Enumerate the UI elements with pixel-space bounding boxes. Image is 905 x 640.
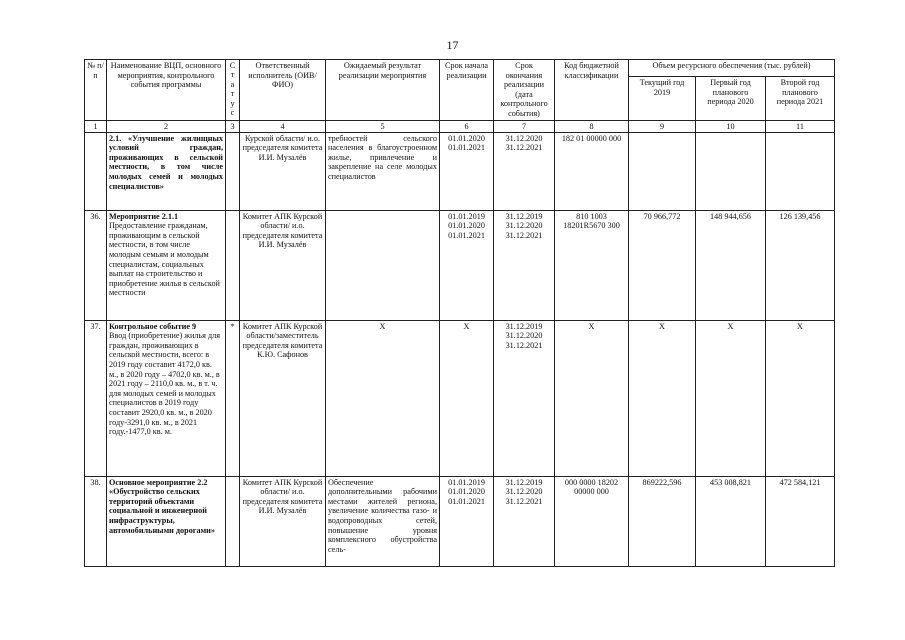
- row-start: 01.01.2020 01.01.2021: [440, 132, 494, 210]
- column-number: 9: [629, 120, 696, 132]
- row-value-2019: 70 966,772: [629, 210, 696, 320]
- row-name-text: Ввод (приобретение) жилья для граждан, проживающих в сельской местности, всего: в 2019 году составит 4172,0 кв. м., в 2020 году – 4702,0 кв. м., в 2021 году – 2110,0 кв. м., в т. ч. для молодых семей и молодых специалистов в 2019 году составит 2920,0 кв. м., в 2020 году-3291,0 кв. м., в 2021 году.-1477,0 кв. м.: [109, 331, 220, 437]
- row-value-2020: Х: [696, 320, 766, 476]
- row-responsible: Комитет АПК Курской области/заместитель председателя комитета К.Ю. Сафонов: [240, 320, 326, 476]
- row-status: [226, 476, 240, 566]
- table-row: [85, 320, 835, 476]
- row-code: Х: [555, 320, 629, 476]
- row-responsible: Комитет АПК Курской области/ и.о. председателя комитета И.И. Музалёв: [240, 210, 326, 320]
- row-value-2021: Х: [766, 320, 835, 476]
- row-name-text: Предоставление гражданам, проживающим в сельской местности, в том числе молодым семьям и молодым специалистам, социальных выплат на строительство и приобретение жилья в сельской местности: [109, 221, 220, 298]
- page-number: 17: [446, 38, 459, 52]
- header-end: Срок окончания реализации (дата контрольного события): [494, 60, 555, 121]
- header-status: С т а т у с: [226, 60, 240, 121]
- header-year-second: Второй год планового периода 2021: [766, 77, 835, 120]
- header-year-first: Первый год планового периода 2020: [696, 77, 766, 120]
- header-resources: Объем ресурсного обеспечения (тыс. рублей): [629, 60, 835, 77]
- row-no: 36.: [85, 210, 107, 320]
- row-name-bold: Контрольное событие 9: [109, 321, 197, 331]
- row-value-2020: [696, 132, 766, 210]
- row-code: 182 01 00000 000: [555, 132, 629, 210]
- row-value-2021: 472 584,121: [766, 476, 835, 566]
- column-number: 6: [440, 120, 494, 132]
- table-row: [85, 210, 835, 320]
- column-number: 3: [226, 120, 240, 132]
- header-no: № п/п: [85, 60, 107, 121]
- header-responsible: Ответственный исполнитель (ОИВ/ФИО): [240, 60, 326, 121]
- row-value-2019: [629, 132, 696, 210]
- row-name-bold: Основное мероприятие 2.2 «Обустройство сельских территорий объектами социальной и инженерной инфраструктуры, автомобильными дорогами»: [109, 477, 215, 535]
- row-value-2020: 148 944,656: [696, 210, 766, 320]
- column-number: 8: [555, 120, 629, 132]
- column-number: 10: [696, 120, 766, 132]
- row-expected: Обеспечение дополнительными рабочими местами жителей региона, увеличение количества газо- и водопроводных сетей, повышение уровня комплексного обустройства сель-: [326, 476, 440, 566]
- row-value-2021: [766, 132, 835, 210]
- column-number: 4: [240, 120, 326, 132]
- row-end: 31.12.2019 31.12.2020 31.12.2021: [494, 210, 555, 320]
- header-name: Наименование ВЦП, основного мероприятия, контрольного события программы: [107, 60, 226, 121]
- row-value-2020: 453 008,821: [696, 476, 766, 566]
- row-no: 37.: [85, 320, 107, 476]
- column-number: 1: [85, 120, 107, 132]
- row-code: 810 1003 18201R5670 300: [555, 210, 629, 320]
- column-number: 5: [326, 120, 440, 132]
- row-end: 31.12.2019 31.12.2020 31.12.2021: [494, 320, 555, 476]
- column-number: 11: [766, 120, 835, 132]
- row-expected: требностей сельского населения в благоустроенном жилье, привлечение и закрепление на селе молодых специалистов: [326, 132, 440, 210]
- row-name: [107, 320, 226, 476]
- row-end: 31.12.2019 31.12.2020 31.12.2021: [494, 476, 555, 566]
- row-start: Х: [440, 320, 494, 476]
- row-status: [226, 210, 240, 320]
- header-start: Срок начала реализации: [440, 60, 494, 121]
- header-budget-code: Код бюджетной классификации: [555, 60, 629, 121]
- program-table: [84, 59, 835, 567]
- row-status: [226, 132, 240, 210]
- row-start: 01.01.2019 01.01.2020 01.01.2021: [440, 476, 494, 566]
- row-start: 01.01.2019 01.01.2020 01.01.2021: [440, 210, 494, 320]
- table-row: [85, 132, 835, 210]
- header-row-1: [85, 60, 835, 77]
- row-name: [107, 132, 226, 210]
- row-status: *: [226, 320, 240, 476]
- row-responsible: Комитет АПК Курской области/ и.о. председателя комитета И.И. Музалёв: [240, 476, 326, 566]
- header-expected: Ожидаемый результат реализации мероприятия: [326, 60, 440, 121]
- table-row: [85, 476, 835, 566]
- row-value-2019: 869222,596: [629, 476, 696, 566]
- row-expected: Х: [326, 320, 440, 476]
- row-name: [107, 476, 226, 566]
- row-name: [107, 210, 226, 320]
- row-name-bold: Мероприятие 2.1.1: [109, 211, 179, 221]
- row-value-2019: Х: [629, 320, 696, 476]
- column-number-row: [85, 120, 835, 132]
- column-number: 2: [107, 120, 226, 132]
- row-responsible: Курской области/ и.о. председателя комитета И.И. Музалёв: [240, 132, 326, 210]
- row-no: 38.: [85, 476, 107, 566]
- row-code: 000 0000 18202 00000 000: [555, 476, 629, 566]
- row-expected: [326, 210, 440, 320]
- header-year-current: Текущий год 2019: [629, 77, 696, 120]
- row-name-bold: 2.1. «Улучшение жилищных условий граждан, проживающих в сельской местности, в том числе молодых семей и молодых специалистов»: [109, 133, 223, 191]
- row-no: [85, 132, 107, 210]
- row-value-2021: 126 139,456: [766, 210, 835, 320]
- column-number: 7: [494, 120, 555, 132]
- row-end: 31.12.2020 31.12.2021: [494, 132, 555, 210]
